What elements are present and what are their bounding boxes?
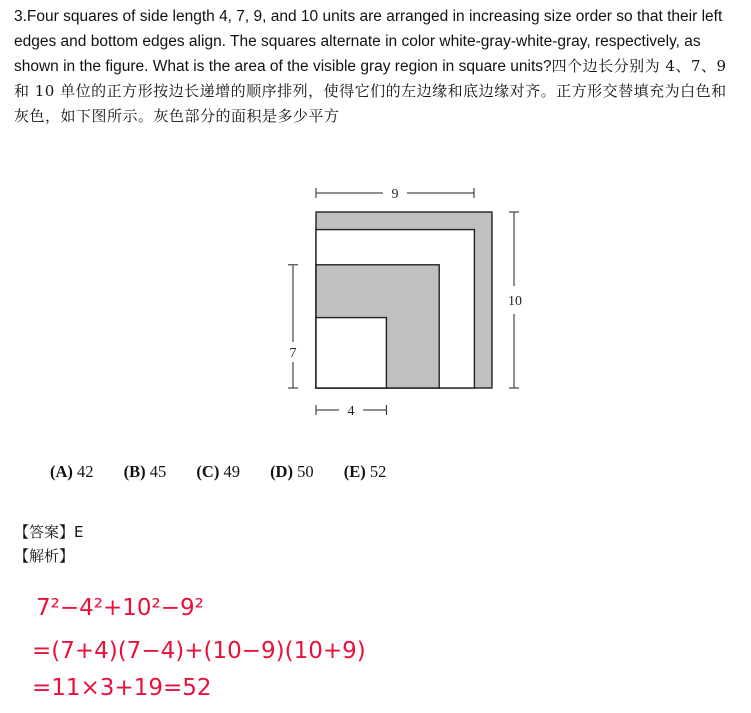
problem-text-chinese: 四个边长分别为 4、7、9 和 10 单位的正方形按边长递增的顺序排列，使得它们的左边缘和底边缘对齐。正方形交替填充为白色和灰色，如下图所示。灰色部分的面积是多少平方: [14, 57, 727, 125]
problem-text-english: 3.Four squares of side length 4, 7, 9, and 10 units are arranged in increasing size order so that their left edges and bottom edges align. The squares alternate in color white-gray-white-gray, respectively, as shown in the figure. What is the area of the visible gray region in square units?四个边长分别为 4、7、9 和 10 单位的正方形按边长递增的顺序排列，使得它们的左边缘和底边缘对齐。正方形交替填充为白色和灰色，如下图所示。灰色部分的面积是多少平方: [14, 8, 727, 125]
dimension-4-label: 4: [347, 404, 355, 419]
choice-c[interactable]: (C) 49: [196, 462, 240, 481]
solution-line-3: =11×3+19=52: [32, 675, 212, 701]
squares-figure: [276, 176, 526, 426]
solution-line-2: =(7+4)(7−4)+(10−9)(10+9): [32, 638, 366, 664]
dimension-7: [288, 265, 298, 388]
dimension-10-label: 10: [508, 294, 522, 309]
dimension-9-label: 9: [391, 187, 399, 202]
dimension-7-label: 7: [289, 346, 297, 361]
handwritten-solution: [30, 585, 390, 710]
problem-statement: [14, 4, 736, 129]
analysis-label: 【解析】: [14, 547, 75, 565]
choice-b[interactable]: (B) 45: [123, 462, 167, 481]
answer-label: 【答案】E: [14, 523, 84, 541]
choice-e[interactable]: (E) 52: [343, 462, 387, 481]
square-4-white: [316, 318, 386, 388]
choice-a[interactable]: (A) 42: [50, 462, 94, 481]
choice-d[interactable]: (D) 50: [270, 462, 314, 481]
solution-line-1: 7²−4²+10²−9²: [36, 595, 204, 621]
answer-choices: [50, 462, 412, 482]
